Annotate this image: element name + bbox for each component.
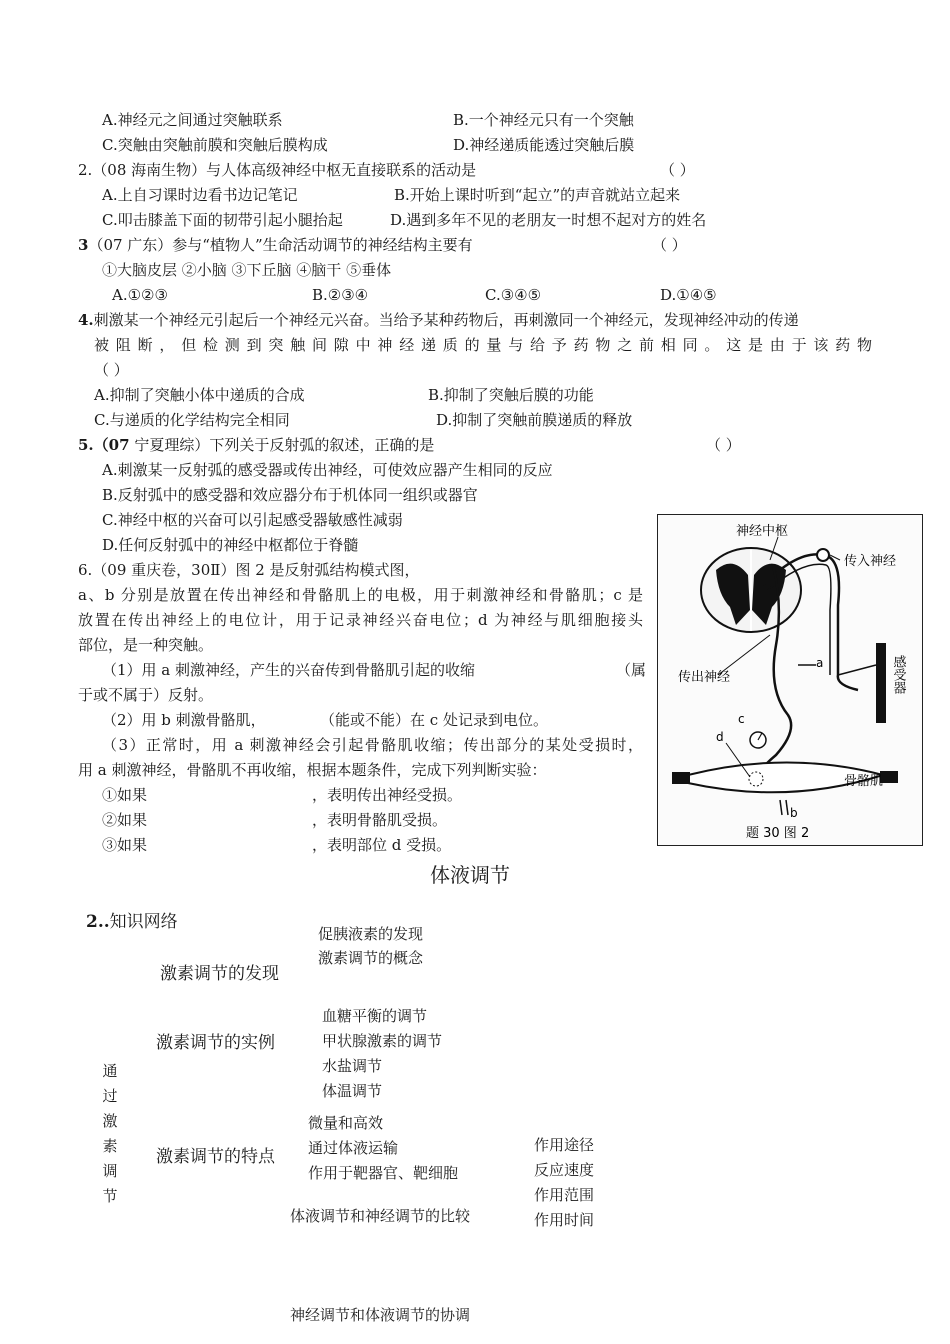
q5-option-d: D.任何反射弧中的神经中枢都位于脊髓 <box>102 536 359 554</box>
vertical-char-6: 节 <box>102 1187 118 1205</box>
compare-item-2: 反应速度 <box>534 1161 595 1179</box>
label-afferent: 传入神经 <box>844 554 897 569</box>
q6-sub3-line2: 用 a 刺激神经，骨骼肌不再收缩，根据本题条件，完成下列判断实验： <box>78 761 547 779</box>
branch-examples: 激素调节的实例 <box>156 1033 275 1053</box>
compare-item-4: 作用时间 <box>534 1211 595 1229</box>
b2-item-1: 血糖平衡的调节 <box>322 1007 428 1025</box>
heading-number: 2.. <box>86 912 110 932</box>
compare-item-3: 作用范围 <box>534 1186 595 1204</box>
q2-answer-paren: （ ） <box>660 161 695 179</box>
q1-option-c: C.突触由突触前膜和突触后膜构成 <box>102 136 328 154</box>
q3-stem-text: （07 广东）参与“植物人”生命活动调节的神经结构主要有 <box>88 236 473 254</box>
q4-number: 4. <box>78 311 94 329</box>
q6-sub1-choice: （属 <box>616 661 647 679</box>
b3-item-2: 通过体液运输 <box>308 1139 399 1157</box>
q4-line1-text: 刺激某一个神经元引起后一个神经元兴奋。当给予某种药物后，再刺激同一个神经元，发现神经冲动的传递 <box>93 311 799 329</box>
q3-option-d: D.①④⑤ <box>660 286 717 304</box>
q3-number: 3 <box>78 236 89 254</box>
q6-sub1-text: （1）用 a 刺激神经，产生的兴奋传到骨骼肌引起的收缩 <box>102 661 476 679</box>
q1-option-d: D.神经递质能透过突触后膜 <box>453 136 635 154</box>
q6-judge3-if: ③如果 <box>102 836 148 854</box>
knowledge-network-heading <box>86 912 178 932</box>
q6-judge1-result: ，表明传出神经受损。 <box>312 786 463 804</box>
receptor-link <box>838 665 876 675</box>
b1-item-2: 激素调节的概念 <box>318 949 424 967</box>
q4-option-a: A.抑制了突触小体中递质的合成 <box>94 386 305 404</box>
q5-option-b: B.反射弧中的感受器和效应器分布于机体同一组织或器官 <box>102 486 478 504</box>
branch-discovery: 激素调节的发现 <box>160 964 279 984</box>
b1-item-1: 促胰液素的发现 <box>318 925 424 943</box>
q6-sub1-end: 于或不属于）反射。 <box>78 686 214 704</box>
coordination-heading: 神经调节和体液调节的协调 <box>290 1306 471 1324</box>
ganglion <box>817 549 829 561</box>
q1-option-a: A.神经元之间通过突触联系 <box>102 111 283 129</box>
label-b: b <box>790 806 798 820</box>
q6-sub2-text: （2）用 b 刺激骨骼肌， <box>102 711 266 729</box>
vertical-char-3: 激 <box>102 1112 118 1130</box>
heading-text: 知识网络 <box>109 912 178 932</box>
electrode-b-2 <box>786 800 788 815</box>
q2-option-b: B.开始上课时听到“起立”的声音就站立起来 <box>394 186 681 204</box>
q6-stem: 6.（09 重庆卷，30Ⅱ）图 2 是反射弧结构模式图， <box>78 561 420 579</box>
q6-line3: 部位，是一种突触。 <box>78 636 214 654</box>
tendon-left <box>672 772 690 784</box>
reflex-arc-figure <box>657 514 923 846</box>
q3-items: ①大脑皮层 ②小脑 ③下丘脑 ④脑干 ⑤垂体 <box>102 261 392 279</box>
q4-stem-line2: 被阻断，但检测到突触间隙中神经递质的量与给予药物之前相同。这是由于该药物 <box>94 336 872 354</box>
q4-answer-paren: （ ） <box>94 361 129 379</box>
label-c: c <box>738 712 745 726</box>
electrode-b <box>780 800 782 815</box>
q3-option-a: A.①②③ <box>112 286 168 304</box>
q6-line1: a、b 分别是放置在传出神经和骨骼肌上的电极，用于刺激神经和骨骼肌；c 是 <box>78 586 643 604</box>
b2-item-4: 体温调节 <box>322 1082 383 1100</box>
reflex-arc-diagram <box>658 515 922 845</box>
q2-option-c: C.叩击膝盖下面的韧带引起小腿抬起 <box>102 211 343 229</box>
q6-sub3-line1: （3）正常时，用 a 刺激神经会引起骨骼肌收缩；传出部分的某处受损时， <box>102 736 643 754</box>
q5-stem-bold: （07 <box>93 436 130 454</box>
compare-item-1: 作用途径 <box>534 1136 595 1154</box>
q6-sub2-choice: （能或不能）在 c 处记录到电位。 <box>320 711 548 729</box>
b2-item-2: 甲状腺激素的调节 <box>322 1032 443 1050</box>
figure-caption: 题 30 图 2 <box>746 826 810 841</box>
q6-judge1-if: ①如果 <box>102 786 148 804</box>
label-muscle: 骨骼肌 <box>844 774 884 789</box>
vertical-char-1: 通 <box>102 1062 118 1080</box>
q5-stem <box>78 435 434 455</box>
q6-line2: 放置在传出神经上的电位计，用于记录神经兴奋电位；d 为神经与肌细胞接头 <box>78 611 643 629</box>
section-title: 体液调节 <box>430 863 510 887</box>
q4-option-d: D.抑制了突触前膜递质的释放 <box>436 411 633 429</box>
vertical-char-2: 过 <box>102 1087 118 1105</box>
q4-option-b: B.抑制了突触后膜的功能 <box>428 386 594 404</box>
q5-stem-text: 宁夏理综）下列关于反射弧的叙述，正确的是 <box>129 436 435 454</box>
q4-stem-line1 <box>78 310 799 330</box>
b3-item-1: 微量和高效 <box>308 1114 384 1132</box>
q3-option-c: C.③④⑤ <box>485 286 542 304</box>
q1-option-b: B.一个神经元只有一个突触 <box>453 111 634 129</box>
b2-item-3: 水盐调节 <box>322 1057 383 1075</box>
branch-features: 激素调节的特点 <box>156 1147 275 1167</box>
label-d: d <box>716 730 724 744</box>
vertical-char-4: 素 <box>102 1137 118 1155</box>
q3-option-b: B.②③④ <box>312 286 369 304</box>
receptor <box>876 643 886 723</box>
label-efferent: 传出神经 <box>678 670 731 685</box>
q6-judge2-result: ，表明骨骼肌受损。 <box>312 811 448 829</box>
label-a: a <box>816 656 824 670</box>
q5-option-a: A.刺激某一反射弧的感受器或传出神经，可使效应器产生相同的反应 <box>102 461 553 479</box>
label-receptor: 感受器 <box>890 655 906 694</box>
label-center: 神经中枢 <box>736 524 789 539</box>
q2-stem: 2.（08 海南生物）与人体高级神经中枢无直接联系的活动是 <box>78 161 477 179</box>
vertical-char-5: 调 <box>102 1162 118 1180</box>
q5-answer-paren: （ ） <box>706 436 741 454</box>
q4-option-c: C.与递质的化学结构完全相同 <box>94 411 290 429</box>
q5-number: 5. <box>78 436 94 454</box>
compare-heading: 体液调节和神经调节的比较 <box>290 1207 471 1225</box>
q5-option-c: C.神经中枢的兴奋可以引起感受器敏感性减弱 <box>102 511 403 529</box>
q3-answer-paren: （ ） <box>652 236 687 254</box>
b3-item-3: 作用于靶器官、靶细胞 <box>308 1164 459 1182</box>
q6-judge2-if: ②如果 <box>102 811 148 829</box>
q2-option-d: D.遇到多年不见的老朋友一时想不起对方的姓名 <box>390 211 707 229</box>
q6-judge3-result: ，表明部位 d 受损。 <box>312 836 452 854</box>
pointer-efferent <box>718 635 770 675</box>
q3-stem <box>78 235 473 255</box>
q2-option-a: A.上自习课时边看书边记笔记 <box>102 186 298 204</box>
